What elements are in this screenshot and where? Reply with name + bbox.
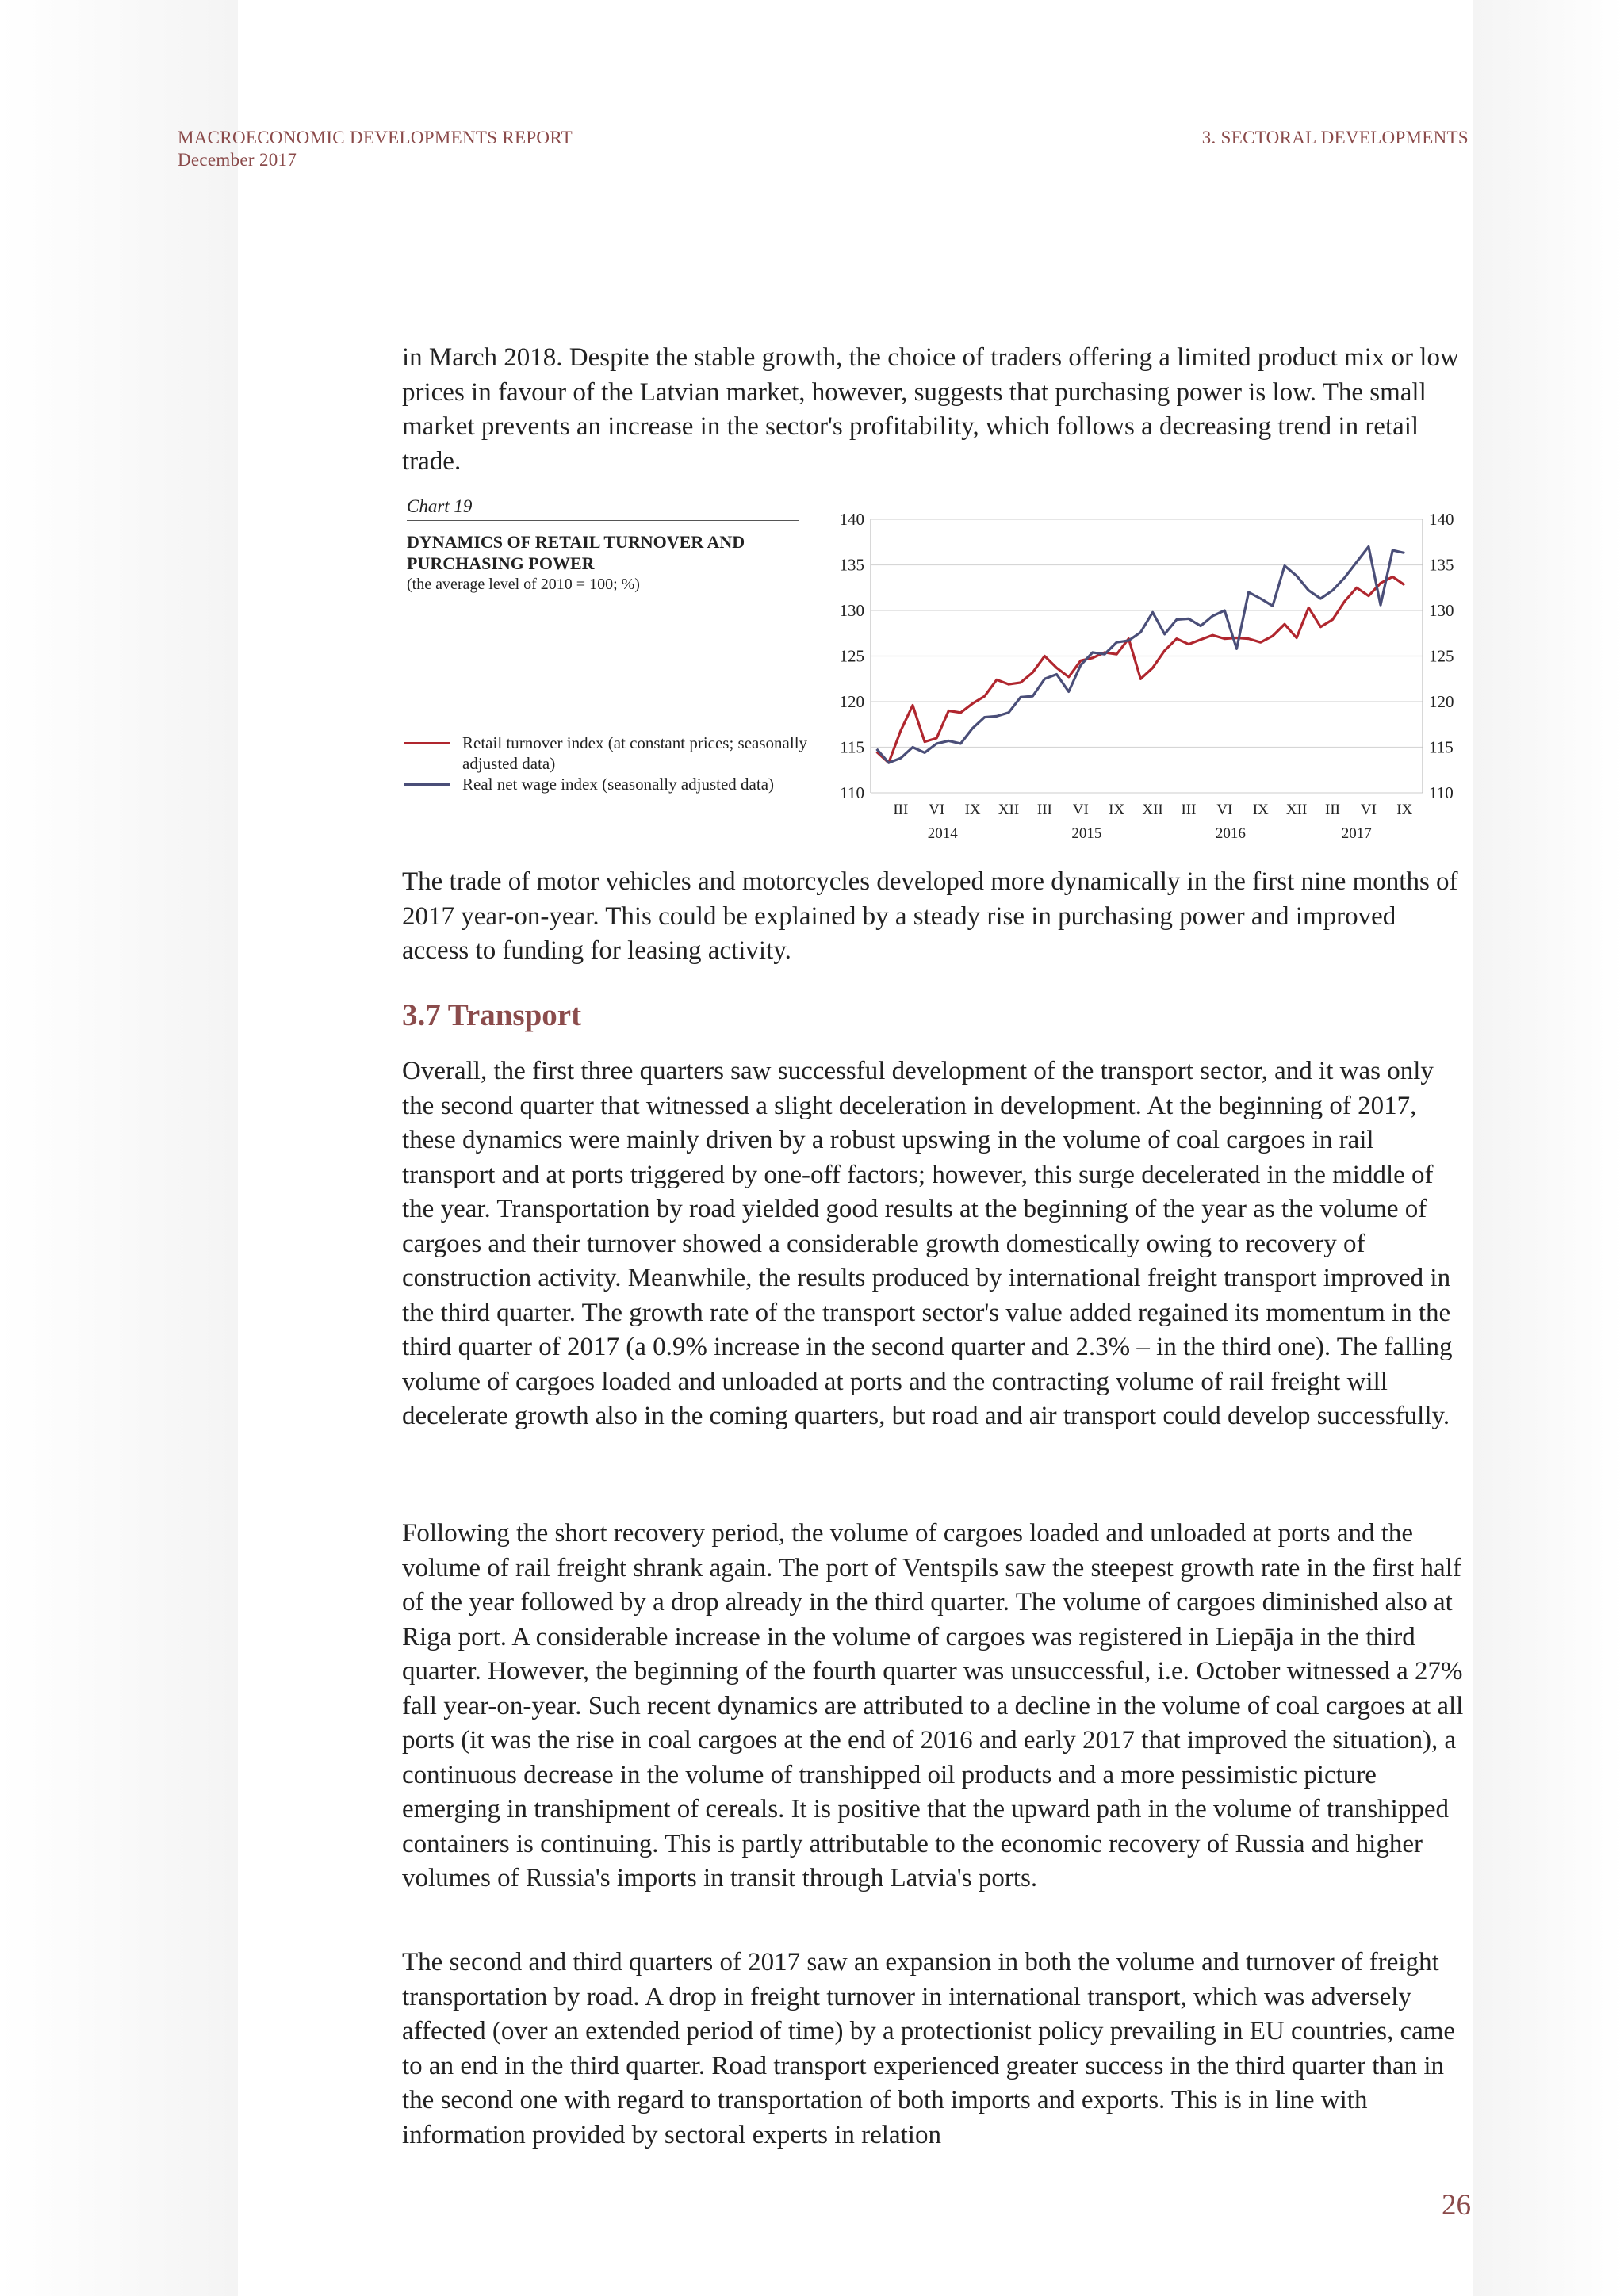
series-line-retail-turnover xyxy=(877,577,1405,763)
x-tick-label: VI xyxy=(929,802,945,818)
page-margin-left xyxy=(0,0,238,2296)
x-tick-label: IX xyxy=(1109,802,1125,818)
y-tick-label-right: 130 xyxy=(1429,601,1454,620)
y-tick-label-right: 135 xyxy=(1429,555,1454,575)
chart-legend xyxy=(402,733,814,794)
x-tick-label: IX xyxy=(1396,802,1413,818)
section-header: 3. SECTORAL DEVELOPMENTS xyxy=(1201,128,1469,147)
y-tick-label-left: 125 xyxy=(839,646,864,666)
chart-subtitle: (the average level of 2010 = 100; %) xyxy=(407,576,640,593)
legend-label-retail: Retail turnover index (at constant prices; seasonally adjusted data) xyxy=(462,733,808,773)
x-year-label: 2015 xyxy=(1071,825,1102,842)
legend-swatch-wage xyxy=(404,783,450,786)
y-tick-label-left: 115 xyxy=(840,737,864,757)
transport-paragraph-3 xyxy=(402,1946,1465,2152)
x-year-label: 2017 xyxy=(1341,825,1372,842)
chart-title: DYNAMICS OF RETAIL TURNOVER AND PURCHASING POWER xyxy=(407,532,745,573)
running-header-left xyxy=(178,127,573,171)
x-tick-label: VI xyxy=(1360,802,1377,818)
legend-swatch-retail xyxy=(404,742,450,744)
x-tick-label: III xyxy=(893,802,909,818)
chart-title-rule xyxy=(407,520,799,521)
x-tick-label: III xyxy=(1325,802,1341,818)
paragraph-text: The second and third quarters of 2017 saw an expansion in both the volume and turnover of freight transportation by road. A drop in freight turnover in international transport, which was adversely affected (over an extended period of time) by a protectionist policy prevailing in EU countries, came to an end in the third quarter. Road transport experienced greater success in the third quarter than in the second one with regard to transportation of both imports and exports. This is in line with information provided by sectoral experts in relation xyxy=(402,1948,1456,2149)
y-tick-label-left: 135 xyxy=(839,555,864,575)
paragraph-text: The trade of motor vehicles and motorcycles developed more dynamically in the first nine months of 2017 year-on-year. This could be explained by a steady rise in purchasing power and improved access to funding for leasing activity. xyxy=(402,867,1458,965)
paragraph-text: Following the short recovery period, the volume of cargoes loaded and unloaded at ports and the volume of rail freight shrank again. The port of Ventspils saw the steepest growth rate in the first half of the year followed by a drop already in the third quarter. The volume of cargoes diminished also at Riga port. A considerable increase in the volume of cargoes was registered in Liepāja in the third quarter. However, the beginning of the fourth quarter was unsuccessful, i.e. October witnessed a 27% fall year-on-year. Such recent dynamics are attributed to a decline in the volume of coal cargoes at all ports (it was the rise in coal cargoes at the end of 2016 and early 2017 that improved the situation), a continuous decrease in the volume of transhipped oil products and a more pessimistic picture emerging in transhipment of cereals. It is positive that the upward path in the volume of transhipped containers is continuing. This is partly attributable to the economic recovery of Russia and higher volumes of Russia's imports in transit through Latvia's ports. xyxy=(402,1519,1464,1892)
x-tick-label: XII xyxy=(1142,802,1163,818)
chart-number: Chart 19 xyxy=(407,496,473,516)
y-tick-label-right: 125 xyxy=(1429,646,1454,666)
x-year-label: 2016 xyxy=(1215,825,1246,842)
report-date: December 2017 xyxy=(178,150,297,170)
paragraph-text: Overall, the first three quarters saw successful development of the transport sector, and it was only the second quarter that witnessed a slight deceleration in development. At the beginning of 2017, these dynamics were mainly driven by a robust upswing in the volume of coal cargoes in rail transport and at ports triggered by one-off factors; however, this surge decelerated in the middle of the year. Transportation by road yielded good results at the beginning of the year as the volume of cargoes and their turnover showed a considerable growth domestically owing to recovery of construction activity. Meanwhile, the results produced by international freight transport improved in the third quarter. The growth rate of the transport sector's value added regained its momentum in the third quarter of 2017 (a 0.9% increase in the second quarter and 2.3% – in the third one). The falling volume of cargoes loaded and unloaded at ports and the contracting volume of rail freight will decelerate growth also in the coming quarters, but road and air transport could develop successfully. xyxy=(402,1057,1453,1430)
legend-item-retail xyxy=(402,733,814,774)
y-tick-label-left: 130 xyxy=(839,601,864,620)
legend-label-wage: Real net wage index (seasonally adjusted data) xyxy=(462,775,775,794)
x-year-label: 2014 xyxy=(927,825,958,842)
y-tick-label-right: 140 xyxy=(1429,510,1454,529)
chart-19 xyxy=(402,493,1465,850)
y-tick-label-right: 120 xyxy=(1429,692,1454,711)
motor-vehicles-paragraph xyxy=(402,865,1465,969)
y-tick-label-left: 140 xyxy=(839,510,864,529)
x-tick-label: III xyxy=(1181,802,1197,818)
transport-paragraph-1 xyxy=(402,1054,1465,1434)
series-line-real-net-wage xyxy=(877,547,1405,763)
line-chart xyxy=(814,493,1480,850)
y-tick-label-right: 110 xyxy=(1429,783,1454,802)
paragraph-text: in March 2018. Despite the stable growth, the choice of traders offering a limited product mix or low prices in favour of the Latvian market, however, suggests that purchasing power is low. The small market prevents an increase in the sector's profitability, which follows a decreasing trend in retail trade. xyxy=(402,343,1459,476)
x-tick-label: XII xyxy=(998,802,1020,818)
x-tick-label: XII xyxy=(1285,802,1308,818)
x-tick-label: III xyxy=(1036,802,1052,818)
transport-paragraph-2 xyxy=(402,1517,1465,1896)
x-tick-label: IX xyxy=(1252,802,1269,818)
report-title: MACROECONOMIC DEVELOPMENTS REPORT xyxy=(178,128,573,147)
y-tick-label-left: 120 xyxy=(839,692,864,711)
page-number: 26 xyxy=(1442,2189,1471,2221)
intro-paragraph xyxy=(402,341,1465,479)
x-tick-label: VI xyxy=(1072,802,1089,818)
x-tick-label: VI xyxy=(1216,802,1233,818)
section-heading: 3.7 Transport xyxy=(402,998,582,1032)
page-margin-right xyxy=(1473,0,1624,2296)
legend-item-wage xyxy=(402,774,814,794)
y-tick-label-right: 115 xyxy=(1429,737,1454,757)
y-tick-label-left: 110 xyxy=(840,783,864,802)
x-tick-label: IX xyxy=(964,802,981,818)
